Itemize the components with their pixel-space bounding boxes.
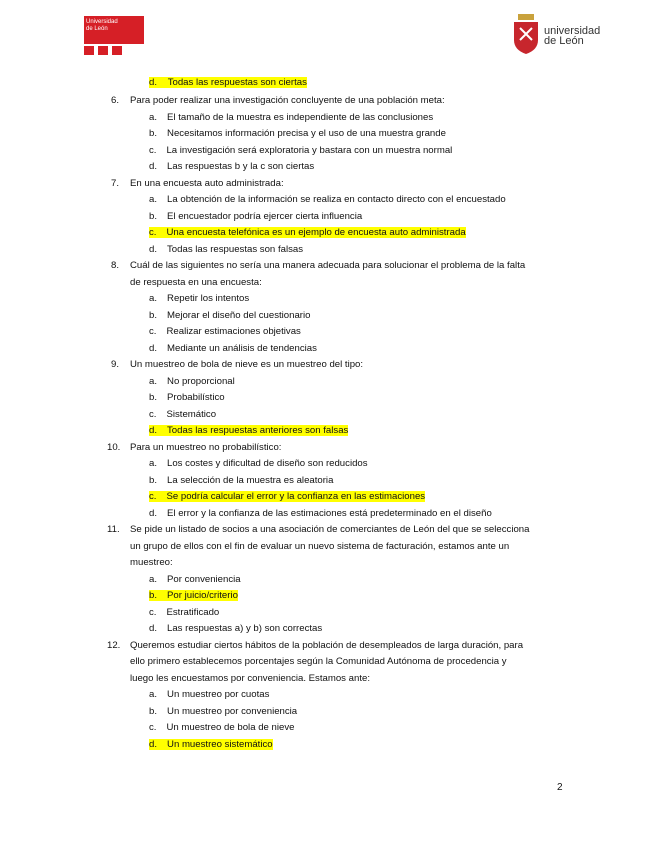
option-label: c. bbox=[149, 491, 157, 502]
option-label: c. bbox=[149, 326, 157, 337]
logo-left-text: Universidad de León bbox=[86, 19, 118, 32]
option-line bbox=[149, 409, 216, 421]
question-text: Para poder realizar una investigación concluyente de una población meta: bbox=[130, 95, 445, 106]
option-label: d. bbox=[149, 161, 158, 172]
option-label: d. bbox=[149, 244, 158, 255]
question-number: 9. bbox=[111, 359, 120, 370]
highlight bbox=[149, 491, 425, 502]
question-text: Cuál de las siguientes no sería una manera adecuada para solucionar el problema de la falta bbox=[130, 260, 526, 271]
option-label: a. bbox=[149, 574, 158, 585]
option-line bbox=[149, 376, 235, 388]
option-text: Todas las respuestas anteriores son falsas bbox=[167, 425, 349, 436]
option-label: c. bbox=[149, 145, 157, 156]
logo-right-text: universidad de León bbox=[544, 25, 601, 47]
option-label: d. bbox=[149, 425, 158, 436]
option-label: c. bbox=[149, 607, 157, 618]
option-label: b. bbox=[149, 310, 158, 321]
option-text: Un muestreo por conveniencia bbox=[167, 706, 298, 717]
option-text: El tamaño de la muestra es independiente de las conclusiones bbox=[167, 112, 434, 123]
option-line bbox=[149, 194, 506, 206]
option-label: d. bbox=[149, 739, 158, 750]
option-label: a. bbox=[149, 458, 158, 469]
option-line bbox=[149, 392, 225, 404]
option-text: Un muestreo por cuotas bbox=[167, 689, 270, 700]
option-text: Realizar estimaciones objetivas bbox=[166, 326, 301, 337]
option-text: La obtención de la información se realiza en contacto directo con el encuestado bbox=[167, 194, 506, 205]
option-text: Mediante un análisis de tendencias bbox=[167, 343, 317, 354]
question-text: En una encuesta auto administrada: bbox=[130, 178, 284, 189]
option-label: a. bbox=[149, 293, 158, 304]
option-line bbox=[149, 211, 362, 223]
option-line bbox=[149, 128, 446, 140]
option-line bbox=[149, 607, 219, 619]
option-label: b. bbox=[149, 590, 158, 601]
question-text: muestreo: bbox=[130, 557, 173, 568]
highlight bbox=[149, 425, 348, 436]
question-text: luego les encuestamos por conveniencia. Estamos ante: bbox=[130, 673, 370, 684]
option-text: Mejorar el diseño del cuestionario bbox=[167, 310, 311, 321]
question-number: 11. bbox=[107, 524, 120, 535]
option-label: b. bbox=[149, 392, 158, 403]
option-label: c. bbox=[149, 409, 157, 420]
option-line bbox=[149, 293, 249, 305]
option-text: Los costes y dificultad de diseño son reducidos bbox=[167, 458, 368, 469]
highlight bbox=[149, 739, 273, 750]
question-text: Queremos estudiar ciertos hábitos de la población de desempleados de larga duración, para bbox=[130, 640, 524, 651]
option-line bbox=[149, 458, 368, 470]
option-text: La selección de la muestra es aleatoria bbox=[167, 475, 334, 486]
option-line bbox=[149, 310, 310, 322]
highlight bbox=[149, 590, 238, 601]
question-text: de respuesta en una encuesta: bbox=[130, 277, 262, 288]
option-text: Repetir los intentos bbox=[167, 293, 250, 304]
option-line bbox=[149, 326, 301, 338]
option-label: a. bbox=[149, 194, 158, 205]
option-text: El error y la confianza de las estimaciones está predeterminado en el diseño bbox=[167, 508, 492, 519]
option-label: d. bbox=[149, 508, 158, 519]
option-line bbox=[149, 425, 348, 437]
option-text: El encuestador podría ejercer cierta influencia bbox=[167, 211, 363, 222]
option-line bbox=[149, 244, 303, 256]
option-line bbox=[149, 508, 492, 520]
option-text: La investigación será exploratoria y bastara con un muestra normal bbox=[166, 145, 453, 156]
option-label: a. bbox=[149, 376, 158, 387]
question-text: un grupo de ellos con el fin de evaluar un nuevo sistema de facturación, estamos ante un bbox=[130, 541, 510, 552]
option-text: Las respuestas b y la c son ciertas bbox=[167, 161, 315, 172]
option-text: Las respuestas a) y b) son correctas bbox=[167, 623, 323, 634]
option-text: Una encuesta telefónica es un ejemplo de encuesta auto administrada bbox=[166, 227, 466, 238]
option-text: No proporcional bbox=[167, 376, 235, 387]
option-text: Necesitamos información precisa y el uso de una muestra grande bbox=[167, 128, 446, 139]
question-text: Se pide un listado de socios a una asociación de comerciantes de León del que se selecciona bbox=[130, 524, 530, 535]
question-number: 6. bbox=[111, 95, 120, 106]
option-line bbox=[149, 739, 273, 751]
option-label: d. bbox=[149, 623, 158, 634]
option-text: Por conveniencia bbox=[167, 574, 241, 585]
page-number: 2 bbox=[557, 782, 563, 793]
highlight bbox=[149, 227, 466, 238]
option-label: b. bbox=[149, 211, 158, 222]
option-line bbox=[149, 227, 466, 239]
option-label: b. bbox=[149, 128, 158, 139]
question-text: Un muestreo de bola de nieve es un muestreo del tipo: bbox=[130, 359, 364, 370]
option-line bbox=[149, 145, 452, 157]
option-text: Un muestreo de bola de nieve bbox=[166, 722, 295, 733]
option-line bbox=[149, 491, 425, 503]
question-number: 7. bbox=[111, 178, 120, 189]
option-label: d. bbox=[149, 343, 158, 354]
option-line bbox=[149, 475, 333, 487]
option-text: Todas las respuestas son falsas bbox=[167, 244, 303, 255]
question-text: ello primero establecemos porcentajes según la Comunidad Autónoma de procedencia y bbox=[130, 656, 507, 667]
option-line bbox=[149, 623, 322, 635]
option-line bbox=[149, 112, 433, 124]
option-line bbox=[149, 343, 317, 355]
option-text: Sistemático bbox=[166, 409, 217, 420]
option-label: d. bbox=[149, 77, 158, 88]
option-line bbox=[149, 706, 297, 718]
question-number: 10. bbox=[107, 442, 121, 453]
option-text: Estratificado bbox=[166, 607, 220, 618]
option-label: a. bbox=[149, 689, 158, 700]
question-number: 12. bbox=[107, 640, 121, 651]
highlight bbox=[149, 77, 307, 88]
option-label: c. bbox=[149, 227, 157, 238]
option-line bbox=[149, 689, 269, 701]
option-label: c. bbox=[149, 722, 157, 733]
option-text: Todas las respuestas son ciertas bbox=[167, 77, 307, 88]
option-text: Se podría calcular el error y la confianza en las estimaciones bbox=[166, 491, 426, 502]
option-text: Un muestreo sistemático bbox=[167, 739, 273, 750]
option-label: a. bbox=[149, 112, 158, 123]
option-line bbox=[149, 574, 241, 586]
option-text: Probabilístico bbox=[167, 392, 225, 403]
option-line bbox=[149, 77, 307, 89]
option-line bbox=[149, 161, 314, 173]
option-label: b. bbox=[149, 475, 158, 486]
option-line bbox=[149, 590, 238, 602]
question-text: Para un muestreo no probabilístico: bbox=[130, 442, 282, 453]
option-label: b. bbox=[149, 706, 158, 717]
option-text: Por juicio/criterio bbox=[167, 590, 238, 601]
question-number: 8. bbox=[111, 260, 120, 271]
option-line bbox=[149, 722, 294, 734]
